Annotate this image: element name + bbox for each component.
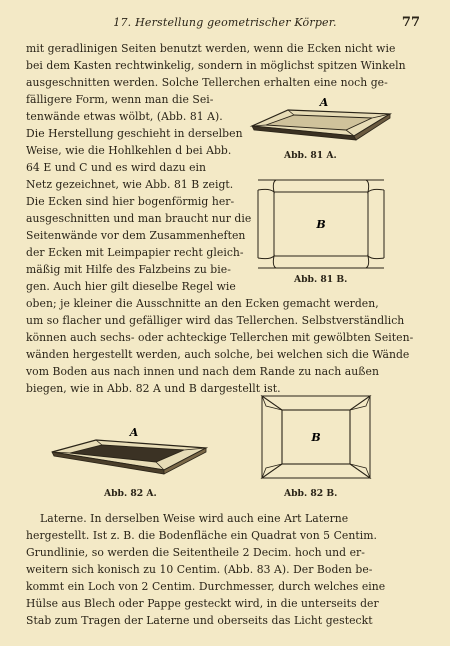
figure-label: B bbox=[316, 218, 326, 231]
text-line: oben; je kleiner die Ausschnitte an den Ecken gemacht werden, bbox=[26, 297, 379, 310]
text-line: vom Boden aus nach innen und nach dem Rande zu nach außen bbox=[26, 365, 379, 378]
figure-81b bbox=[256, 178, 386, 270]
figure-caption: Abb. 81 B. bbox=[294, 274, 348, 285]
text-line: 64 E und C und es wird dazu ein bbox=[26, 161, 207, 174]
text-line: tenwände etwas wölbt, (Abb. 81 A). bbox=[26, 110, 223, 123]
figure-caption: Abb. 81 A. bbox=[284, 150, 337, 161]
text-line: Hülse aus Blech oder Pappe gesteckt wird, in die unterseits der bbox=[26, 597, 379, 610]
text-line: ausgeschnitten und man braucht nur die bbox=[26, 212, 252, 225]
text-line: biegen, wie in Abb. 82 A und B dargestellt ist. bbox=[26, 382, 281, 395]
text-line: wänden hergestellt werden, auch solche, bei welchen sich die Wände bbox=[26, 348, 410, 361]
text-line: Die Ecken sind hier bogenförmig her- bbox=[26, 195, 235, 208]
text-line: um so flacher und gefälliger wird das Tellerchen. Selbstverständlich bbox=[26, 314, 405, 327]
text-line: mit geradlinigen Seiten benutzt werden, wenn die Ecken nicht wie bbox=[26, 42, 396, 55]
figure-82a bbox=[46, 424, 212, 482]
figure-label: A bbox=[129, 426, 139, 439]
text-line: gen. Auch hier gilt dieselbe Regel wie bbox=[26, 280, 236, 293]
figure-82b bbox=[258, 392, 374, 482]
text-line: bei dem Kasten rechtwinkelig, sondern in möglichst spitzen Winkeln bbox=[26, 59, 406, 72]
text-line: können auch sechs- oder achteckige Tellerchen mit gewölbten Seiten- bbox=[26, 331, 414, 344]
text-line: kommt ein Loch von 2 Centim. Durchmesser, durch welches eine bbox=[26, 580, 386, 593]
figure-label: B bbox=[311, 431, 321, 444]
figure-81a bbox=[244, 96, 394, 148]
text-line: hergestellt. Ist z. B. die Bodenfläche ein Quadrat von 5 Centim. bbox=[26, 529, 377, 542]
text-line: Weise, wie die Hohlkehlen d bei Abb. bbox=[26, 144, 232, 157]
text-line: mäßig mit Hilfe des Falzbeins zu bie- bbox=[26, 263, 231, 276]
text-line: Die Herstellung geschieht in derselben bbox=[26, 127, 243, 140]
text-line: der Ecken mit Leimpapier recht gleich- bbox=[26, 246, 244, 259]
text-line: Seitenwände vor dem Zusammenheften bbox=[26, 229, 246, 242]
figure-caption: Abb. 82 B. bbox=[284, 488, 338, 499]
text-line: weitern sich konisch zu 10 Centim. (Abb. 83 A). Der Boden be- bbox=[26, 563, 373, 576]
text-line: ausgeschnitten werden. Solche Tellerchen erhalten eine noch ge- bbox=[26, 76, 388, 89]
page-number: 77 bbox=[401, 15, 420, 30]
running-header bbox=[26, 16, 424, 34]
chapter-title: 17. Herstellung geometrischer Körper. bbox=[113, 16, 337, 29]
text-line: fälligere Form, wenn man die Sei- bbox=[26, 93, 214, 106]
figure-caption: Abb. 82 A. bbox=[104, 488, 157, 499]
text-line: Grundlinie, so werden die Seitentheile 2 Decim. hoch und er- bbox=[26, 546, 365, 559]
text-line: Laterne. In derselben Weise wird auch eine Art Laterne bbox=[40, 512, 349, 525]
text-line: Netz gezeichnet, wie Abb. 81 B zeigt. bbox=[26, 178, 234, 191]
figure-label: A bbox=[319, 96, 329, 109]
text-line: Stab zum Tragen der Laterne und oberseits das Licht gesteckt bbox=[26, 614, 373, 627]
